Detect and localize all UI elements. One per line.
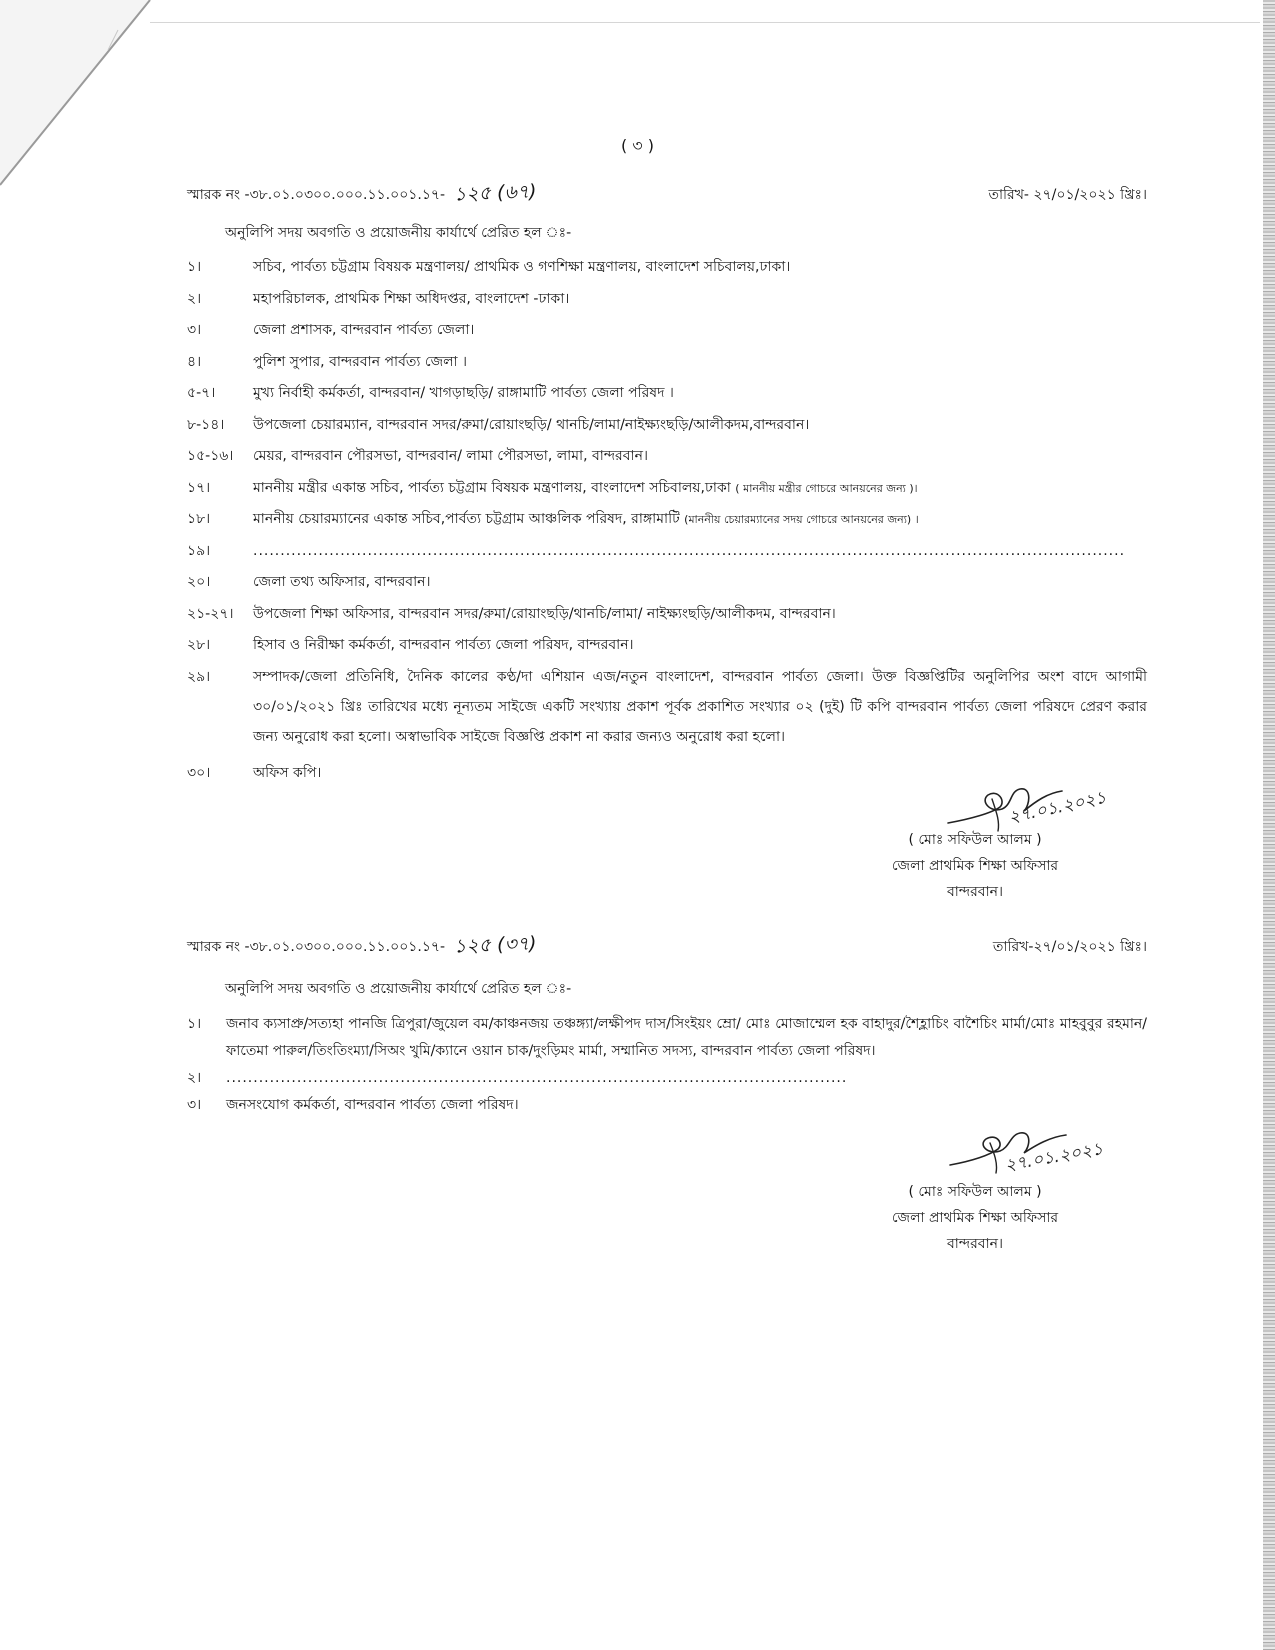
signature-block: [830, 789, 1120, 905]
memo-number: [187, 931, 536, 963]
signatory-designation: জেলা প্রাথমিক শিক্ষা অফিসার: [891, 1210, 1059, 1226]
item-number: ১৭।: [187, 479, 211, 496]
recipient-list: [187, 252, 1147, 789]
memo-handwritten-number: ১২৫ (৩৭): [453, 932, 537, 958]
folded-corner: [0, 0, 160, 200]
item-text-group: [253, 504, 1147, 536]
item-number: ২৯।: [187, 668, 211, 685]
memo-row: [187, 932, 1147, 962]
item-text: মেয়র, বান্দরবান পৌরসভা, বান্দরবান/ লামা পৌরসভা, লামা, বান্দরবান।: [253, 448, 648, 464]
list-item: [187, 410, 1147, 442]
memo-date: তারিখ- ২৭/০১/২০২১ খ্রিঃ।: [988, 187, 1147, 203]
list-item: [187, 315, 1147, 347]
handwritten-signature: [940, 1125, 1110, 1181]
memo-date: তারিখ-২৭/০১/২০২১ খ্রিঃ।: [992, 939, 1147, 955]
list-item: [187, 347, 1147, 379]
item-number: ২১-২৭।: [187, 605, 234, 622]
signatory-name: ( মোঃ সফিউল আলম ): [908, 1184, 1042, 1200]
document-body: [187, 180, 1147, 1257]
list-item: [187, 1011, 1147, 1065]
item-number: ১৫-১৬।: [187, 448, 234, 464]
scan-top-edge: [150, 22, 1260, 23]
page-number: ( ৩ ): [620, 136, 655, 155]
item-text-group: [253, 536, 1147, 568]
blank-dotted-line: ................................................................................................................................................................: [253, 542, 1126, 559]
item-note: ( মাননীয় মন্ত্রীর গোচরে আনয়নের জন্য )।: [735, 481, 918, 495]
item-text: সম্পাদক/জেলা প্রতিনিধি, দৈনিক কালের কণ্ঠ/দা এশিয়ান এজ/নতুন বাংলাদেশ, বান্দরবান পার্বত্য জেলা। উক্ত বিজ্ঞপ্তিটির অনুলিপির অংশ বাদে আগামী ৩০/০১/২০২১ খ্রিঃ তারিখের মধ্যে নূন্যতম সাইজে একটি সংখ্যায় প্রকাশ পূর্বক প্রকাশিত সংখ্যার ০২ (দুই) টি কপি বান্দরবান পার্বত্য জেলা পরিষদে প্রেরণ করার জন্য অনুরোধ করা হলো। অস্বাভাবিক সাইজে বিজ্ঞপ্তি প্রকাশ না করার জন্যও অনুরোধ করা হলো।: [253, 668, 1147, 745]
item-text: মহাপরিচালক, প্রাথমিক শিক্ষা অধিদপ্তর, বাংলাদেশ -ঢাকা।: [253, 290, 570, 307]
item-text: অফিস কপি।: [253, 764, 322, 781]
item-number: ৫-৭।: [187, 385, 216, 401]
list-item: [187, 1065, 1147, 1092]
item-number: ১৯।: [187, 542, 211, 559]
item-text: জেলা প্রশাসক, বান্দরবান পার্বত্য জেলা।: [253, 322, 475, 338]
scan-edge: [1263, 0, 1275, 1650]
memo-label: স্মারক নং -৩৮.০১.০৩০০.০০০.১১.০০১.১৭-: [187, 187, 446, 203]
list-item: [187, 599, 1147, 631]
item-text: জেলা তথ্য অফিসার, বান্দরবান।: [253, 574, 431, 590]
list-item: [187, 284, 1147, 316]
signature-block: [830, 1119, 1120, 1257]
item-number: ২।: [187, 1070, 202, 1086]
item-text: জনাব ক্যসাপ্রু/সত্যহা পানজি ত্রিপুরা/জুয়েল বম/কাঞ্চনজয় তঞ্চঙ্গ্যা/লক্ষীপদ দাস/সিংইয়ং ম্রো/ মোঃ মোজাম্মেল হক বাহাদুর/শৈহ্লাচিং বাশৈচিং মার্মা/মোঃ মাহবুবুর রহমান/ফাতেমা পারুল/তিংতিংম্যা/সিঅং খুমি/ক্যানে ওয়ান চাক/দুংড়িমং মার্মা, সম্মানিত সদস্য, বান্দরবান পার্বত্য জেলা পরিষদ।: [226, 1016, 1147, 1059]
item-text: মাননীয় মন্ত্রীর একান্ত সচিব, পার্বত্য চট্টগ্রাম বিষয়ক মন্ত্রণালয়, বাংলাদেশ সচিবালয়,ঢাকা: [253, 479, 731, 496]
item-number: ১।: [187, 259, 202, 275]
item-number: ৪।: [187, 353, 202, 370]
list-item: [187, 504, 1147, 536]
list-item: [187, 441, 1147, 473]
signature-date: ২৭.০১.২০২১: [1003, 1139, 1105, 1176]
item-text: মাননীয় চেয়ারম্যানের একান্ত সচিব,পার্বত্য চট্টগ্রাম আঞ্চলিক পরিষদ, রাঙ্গামাটি: [253, 511, 680, 527]
item-text: পুলিশ সুপার, বান্দরবান পার্বত্য জেলা ।: [253, 353, 468, 370]
item-text: উপজেলা শিক্ষা অফিসার, বান্দরবান সদর/রুমা/রোয়াংছড়ি/থানচি/লামা/ নাইক্ষ্যংছড়ি/আলীকদম, বান্দরবান।: [253, 605, 836, 622]
list-item: [187, 567, 1147, 599]
list-item: [187, 536, 1147, 568]
item-number: ৩।: [187, 322, 202, 338]
distribution-block-2: [187, 932, 1147, 1257]
signatory-location: বান্দরবান।: [947, 1236, 1003, 1252]
recipient-list: [187, 1011, 1147, 1119]
signature-date: ২৭.০১.২০২১: [1006, 787, 1109, 828]
item-number: ৩।: [187, 1097, 202, 1113]
copy-intro: অনুলিপি সদয় অবগতি ও প্রয়োজনীয় কার্যার্থে প্রেরিত হল ঃ-: [225, 981, 572, 997]
list-item: [187, 252, 1147, 284]
memo-label: স্মারক নং -৩৮.০১.০৩০০.০০০.১১.০০১.১৭-: [187, 939, 446, 955]
item-text-group: [226, 1065, 1147, 1092]
item-number: ১৮।: [187, 511, 211, 527]
item-number: ২৮।: [187, 637, 211, 653]
handwritten-signature: [940, 779, 1110, 835]
list-item: [187, 662, 1147, 752]
copy-intro: অনুলিপি সদয় অবগতি ও প্রয়োজনীয় কার্যার্থে প্রেরিত হল ঃ-: [225, 225, 572, 241]
signatory-location: বান্দরবান।: [947, 884, 1003, 900]
memo-number: [187, 179, 536, 211]
blank-dotted-line: ..................................................................................................................: [226, 1070, 848, 1086]
list-item: [187, 630, 1147, 662]
item-text: জনসংযোগ কর্মকর্তা, বান্দরবান পার্বত্য জেলা পরিষদ।: [226, 1097, 519, 1113]
item-text: হিসাব ও নিরীক্ষা কর্মকর্তা, বান্দরবান পার্বত্য জেলা পরিষদ, বান্দরবান।: [253, 637, 634, 653]
item-text: সচিব, পার্বত্য চট্টগ্রাম বিষয়ক মন্ত্রণালয়/ প্রাথমিক ও গণশিক্ষা মন্ত্রণালয়, বাংলাদেশ সচিবালয়,ঢাকা।: [253, 259, 791, 275]
list-item: [187, 1092, 1147, 1119]
item-number: ৮-১৪।: [187, 416, 225, 433]
signatory-name: ( মোঃ সফিউল আলম ): [908, 832, 1042, 848]
memo-row: [187, 180, 1147, 210]
item-number: ২০।: [187, 574, 211, 590]
item-number: ৩০।: [187, 764, 211, 781]
item-text-group: [253, 473, 1147, 505]
item-number: ২।: [187, 290, 202, 307]
signatory-designation: জেলা প্রাথমিক শিক্ষা অফিসার: [891, 858, 1059, 874]
item-text: মুখ্য নির্বাহী কর্মকর্তা, বান্দরবান/ খাগড়াছড়ি/ রাঙ্গামাটি পার্বত্য জেলা পরিষদ ।: [253, 385, 674, 401]
list-item: [187, 473, 1147, 505]
distribution-block-1: [187, 180, 1147, 905]
item-note: (মাননীয় চেয়ারম্যানের সদয় গোচরে আনয়নের জন্য) ।: [684, 513, 919, 526]
memo-handwritten-number: ১২৫ (৬৭): [453, 180, 537, 206]
list-item: [187, 378, 1147, 410]
item-number: ১।: [187, 1016, 202, 1032]
item-text: উপজেলা চেয়ারম্যান, বান্দরবান সদর/রুমা/রোয়াংছড়ি/ থানচি/লামা/নাইক্ষ্যংছড়ি/আলীকদম,বান্দরবান।: [253, 416, 810, 433]
